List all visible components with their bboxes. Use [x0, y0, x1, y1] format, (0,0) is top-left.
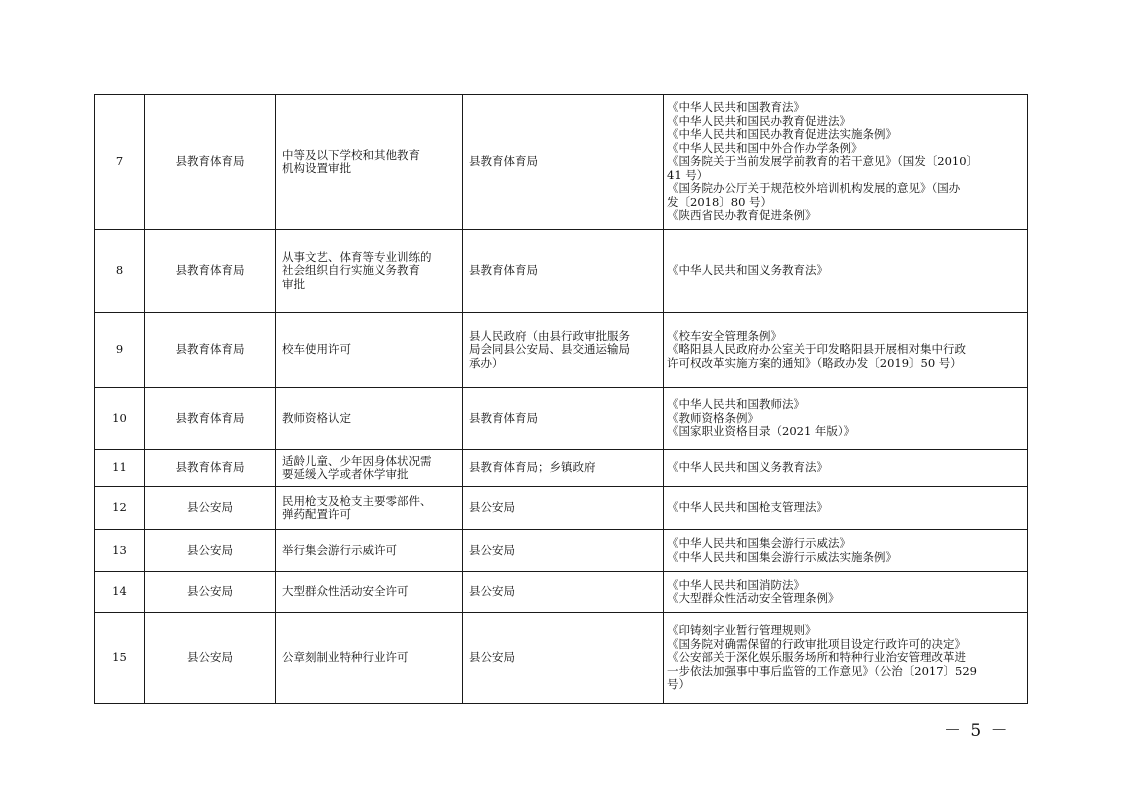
item-line: 举行集会游行示威许可 — [282, 542, 397, 557]
row-number-cell: 12 — [95, 487, 145, 530]
basis-line: 《中华人民共和国枪支管理法》 — [667, 500, 828, 515]
item-line: 弹药配置许可 — [282, 507, 351, 521]
department-cell: 县教育体育局 — [145, 450, 276, 487]
implementing-body-cell — [463, 530, 664, 572]
legal-basis-cell — [664, 530, 1028, 572]
basis-line: 《中华人民共和国教师法》 — [667, 397, 805, 412]
impl-line: 县教育体育局 — [469, 263, 538, 278]
basis-line: 《中华人民共和国民办教育促进法》 — [667, 113, 851, 128]
basis-line: 《教师资格条例》 — [667, 410, 759, 425]
basis-line: 《印铸刻字业暂行管理规则》 — [667, 623, 817, 638]
basis-line: 《中华人民共和国义务教育法》 — [667, 460, 828, 475]
basis-line: 《略阳县人民政府办公室关于印发略阳县开展相对集中行政 — [667, 342, 966, 357]
table-row — [95, 230, 1028, 313]
department-cell: 县教育体育局 — [145, 95, 276, 230]
impl-line: 县公安局 — [469, 584, 515, 599]
item-line: 大型群众性活动安全许可 — [282, 584, 409, 599]
basis-line: 《国家职业资格目录（2021 年版）》 — [667, 424, 856, 439]
item-line: 机构设置审批 — [282, 161, 351, 175]
approval-item-cell — [276, 95, 463, 230]
item-line: 中等及以下学校和其他教育 — [282, 147, 420, 162]
implementing-body-cell — [463, 572, 664, 613]
basis-line: 号） — [667, 677, 690, 692]
impl-line: 县公安局 — [469, 650, 515, 665]
table-row — [95, 487, 1028, 530]
department-cell: 县教育体育局 — [145, 313, 276, 388]
basis-line: 《中华人民共和国中外合作办学条例》 — [667, 140, 863, 155]
table-row — [95, 313, 1028, 388]
legal-basis-cell — [664, 450, 1028, 487]
basis-line: 《中华人民共和国民办教育促进法实施条例》 — [667, 127, 897, 142]
implementing-body-cell — [463, 487, 664, 530]
item-line: 校车使用许可 — [282, 342, 351, 357]
approval-item-cell — [276, 388, 463, 450]
implementing-body-cell — [463, 450, 664, 487]
department-cell: 县公安局 — [145, 613, 276, 704]
impl-line: 县教育体育局 — [469, 154, 538, 169]
table-row — [95, 388, 1028, 450]
department-cell: 县公安局 — [145, 487, 276, 530]
legal-basis-cell — [664, 487, 1028, 530]
row-number-cell: 9 — [95, 313, 145, 388]
row-number-cell: 10 — [95, 388, 145, 450]
impl-line: 承办） — [469, 355, 504, 370]
page-number: － 5 － — [944, 721, 1010, 741]
approval-items-table — [94, 94, 1028, 704]
legal-basis-cell — [664, 388, 1028, 450]
approval-item-cell — [276, 313, 463, 388]
approval-item-cell — [276, 230, 463, 313]
impl-line: 县教育体育局；乡镇政府 — [469, 460, 596, 475]
basis-line: 《国务院关于当前发展学前教育的若干意见》（国发〔2010〕 — [667, 154, 979, 169]
basis-line: 41 号） — [667, 167, 709, 182]
table-body — [95, 95, 1028, 704]
approval-item-cell — [276, 530, 463, 572]
department-cell: 县教育体育局 — [145, 230, 276, 313]
item-line: 社会组织自行实施义务教育 — [282, 263, 420, 278]
approval-item-cell — [276, 572, 463, 613]
impl-line: 县教育体育局 — [469, 410, 538, 425]
legal-basis-cell — [664, 613, 1028, 704]
impl-line: 县公安局 — [469, 500, 515, 515]
table-row — [95, 613, 1028, 704]
row-number-cell: 8 — [95, 230, 145, 313]
department-cell: 县教育体育局 — [145, 388, 276, 450]
basis-line: 发〔2018〕80 号） — [667, 194, 773, 209]
basis-line: 《国务院办公厅关于规范校外培训机构发展的意见》（国办 — [667, 181, 961, 196]
row-number-cell: 14 — [95, 572, 145, 613]
table-row — [95, 450, 1028, 487]
impl-line: 县公安局 — [469, 542, 515, 557]
legal-basis-cell — [664, 313, 1028, 388]
row-number-cell: 13 — [95, 530, 145, 572]
department-cell: 县公安局 — [145, 530, 276, 572]
basis-line: 《大型群众性活动安全管理条例》 — [667, 591, 840, 605]
basis-line: 《陕西省民办教育促进条例》 — [667, 208, 817, 223]
table-row — [95, 530, 1028, 572]
table-row — [95, 572, 1028, 613]
item-line: 要延缓入学或者休学审批 — [282, 467, 409, 481]
item-line: 公章刻制业特种行业许可 — [282, 650, 409, 665]
basis-line: 《校车安全管理条例》 — [667, 328, 782, 343]
basis-line: 《中华人民共和国消防法》 — [667, 577, 805, 592]
legal-basis-cell — [664, 572, 1028, 613]
basis-line: 《中华人民共和国集会游行示威法实施条例》 — [667, 549, 897, 564]
basis-line: 《中华人民共和国义务教育法》 — [667, 263, 828, 278]
impl-line: 局会同县公安局、县交通运输局 — [469, 342, 630, 357]
item-line: 从事文艺、体育等专业训练的 — [282, 249, 432, 264]
item-line: 民用枪支及枪支主要零部件、 — [282, 493, 432, 508]
implementing-body-cell — [463, 95, 664, 230]
approval-item-cell — [276, 487, 463, 530]
table-row — [95, 95, 1028, 230]
implementing-body-cell — [463, 313, 664, 388]
department-cell: 县公安局 — [145, 572, 276, 613]
implementing-body-cell — [463, 388, 664, 450]
basis-line: 许可权改革实施方案的通知》（略政办发〔2019〕50 号） — [667, 355, 962, 370]
item-line: 审批 — [282, 276, 305, 291]
row-number-cell: 7 — [95, 95, 145, 230]
basis-line: 《公安部关于深化娱乐服务场所和特种行业治安管理改革进 — [667, 650, 966, 665]
approval-item-cell — [276, 613, 463, 704]
basis-line: 《中华人民共和国教育法》 — [667, 100, 805, 115]
basis-line: 《中华人民共和国集会游行示威法》 — [667, 536, 851, 550]
item-line: 适龄儿童、少年因身体状况需 — [282, 453, 432, 468]
implementing-body-cell — [463, 230, 664, 313]
implementing-body-cell — [463, 613, 664, 704]
legal-basis-cell — [664, 230, 1028, 313]
impl-line: 县人民政府（由县行政审批服务 — [469, 328, 630, 343]
row-number-cell: 11 — [95, 450, 145, 487]
basis-line: 《国务院对确需保留的行政审批项目设定行政许可的决定》 — [667, 636, 966, 651]
legal-basis-cell — [664, 95, 1028, 230]
approval-item-cell — [276, 450, 463, 487]
item-line: 教师资格认定 — [282, 410, 351, 425]
basis-line: 一步依法加强事中事后监管的工作意见》（公治〔2017〕529 — [667, 663, 977, 678]
row-number-cell: 15 — [95, 613, 145, 704]
